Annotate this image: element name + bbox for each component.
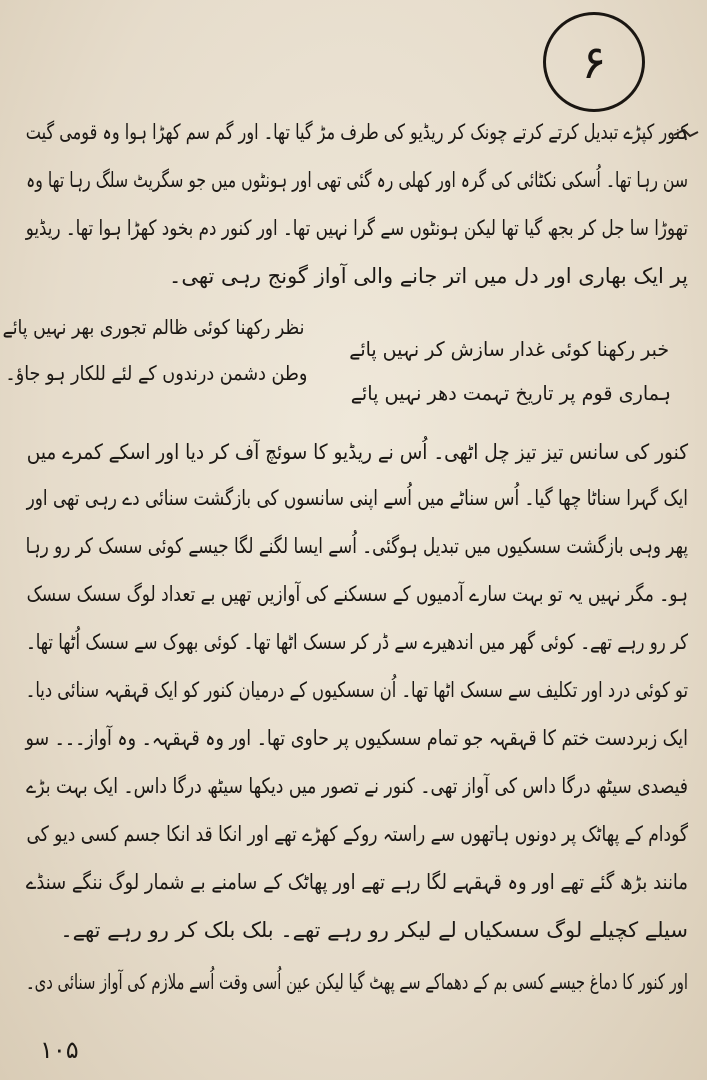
text-line: تھوڑا سا جل کر بجھ گیا تھا لیکن ہونٹوں سے گرا نہیں تھا۔ اور کنور دم بخود کھڑا ہوا تھا۔ ریڈیو bbox=[25, 216, 688, 240]
text-line: مانند بڑھ گئے تھے اور وہ قہقہے لگا رہے تھے اور پھاٹک کے سامنے بے شمار لوگ ننگے سنڈے bbox=[25, 870, 688, 894]
text-line: فیصدی سیٹھ درگا داس کی آواز تھی۔ کنور نے تصور میں دیکھا سیٹھ درگا داس۔ ایک بہت بڑے bbox=[26, 774, 689, 798]
chapter-number-badge bbox=[543, 12, 645, 112]
text-line: ایک زبردست ختم کا قہقہہ جو تمام سسکیوں پر حاوی تھا۔ اور وہ قہقہہ۔ وہ آواز۔۔۔ سو bbox=[25, 726, 688, 750]
verse-line: وطن دشمن درندوں کے لئے للکار ہو جاؤ۔ bbox=[5, 361, 308, 385]
text-line: تو کوئی درد اور تکلیف سے سسک اٹھا تھا۔ اُن سسکیوں کے درمیان کنور کو ایک قہقہہ سنائی دیا۔ bbox=[25, 678, 688, 702]
text-line: کر رو رہے تھے۔ کوئی گھر میں اندھیرے سے ڈر کر سسک اٹھا تھا۔ کوئی بھوک سے سسک اُٹھا تھا۔ bbox=[26, 630, 688, 654]
text-line: پر ایک بھاری اور دل میں اتر جانے والی آواز گونج رہی تھی۔ bbox=[169, 264, 688, 288]
text-line: پھر وہی بازگشت سسکیوں میں تبدیل ہوگئی۔ اُسے ایسا لگنے لگا جیسے کوئی سسک کر رو رہا bbox=[25, 534, 688, 558]
text-line: ایک گہرا سناٹا چھا گیا۔ اُس سناٹے میں اُسے اپنی سانسوں کی بازگشت سنائی دے رہی تھی اور bbox=[26, 486, 689, 510]
chapter-number: ۶ bbox=[581, 35, 607, 89]
verse-line: خبر رکھنا کوئی غدار سازش کر نہیں پائے bbox=[349, 337, 670, 361]
text-line: کنور کپڑے تبدیل کرتے کرتے چونک کر ریڈیو کی طرف مڑ گیا تھا۔ اور گم سم کھڑا ہوا وہ قومی گیت bbox=[25, 120, 689, 144]
text-line: سیلے کچیلے لوگ سسکیاں لے لیکر رو رہے تھے۔ بلک بلک کر رو رہے تھے۔ bbox=[60, 918, 688, 942]
text-line: سن رہا تھا۔ اُسکی نکٹائی کی گرہ اور کھلی رہ گئی تھی اور ہونٹوں میں جو سگریٹ سلگ رہا تھا وہ bbox=[26, 168, 688, 192]
text-line: اور کنور کا دماغ جیسے کسی بم کے دھماکے سے پھٹ گیا لیکن عین اُسی وقت اُسے ملازم کی آواز سنائی دی۔ bbox=[25, 970, 689, 994]
page-number: ۱۰۵ bbox=[40, 1036, 79, 1064]
text-line: گودام کے پھاٹک پر دونوں ہاتھوں سے راستہ روکے کھڑے تھے اور انکا قد انکا جسم کسی دیو کی bbox=[26, 822, 688, 846]
text-line: ہو۔ مگر نہیں یہ تو بہت سارے آدمیوں کے سسکنے کی آوازیں تھیں بے تعداد لوگ سسک سسک bbox=[26, 582, 688, 606]
text-line: کنور کی سانس تیز تیز چل اٹھی۔ اُس نے ریڈیو کا سوئچ آف کر دیا اور اسکے کمرے میں bbox=[26, 440, 689, 464]
verse-line: ہماری قوم پر تاریخ تہمت دھر نہیں پائے bbox=[350, 381, 671, 405]
page-body bbox=[2, 112, 689, 1032]
verse-line: نظر رکھنا کوئی ظالم تجوری بھر نہیں پائے bbox=[2, 315, 305, 339]
